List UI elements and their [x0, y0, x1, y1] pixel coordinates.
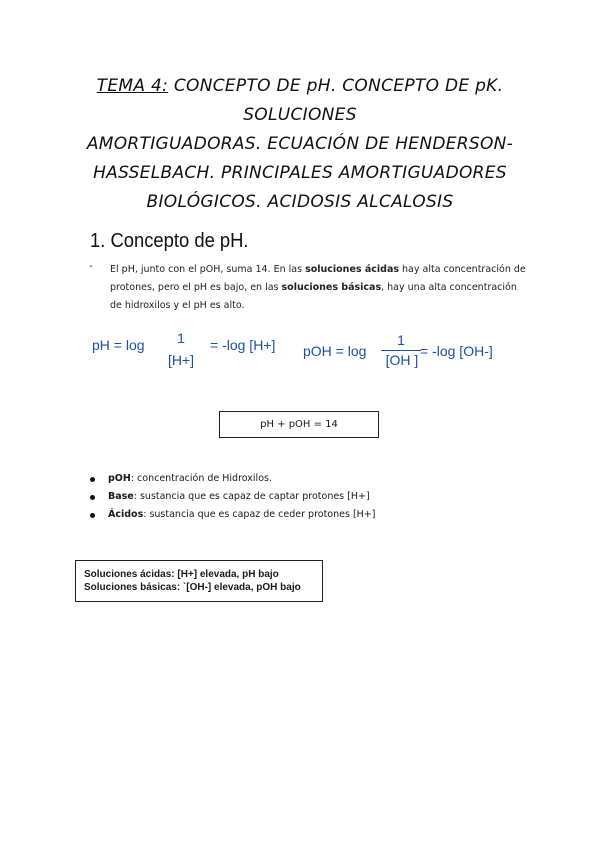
definition-list — [90, 470, 490, 524]
def-acidos: : sustancia que es capaz de ceder protones [H+] — [143, 509, 376, 520]
poh-fraction-bar — [381, 350, 421, 351]
bullet-dash: - — [89, 261, 93, 272]
ph-formula-numerator: 1 — [177, 330, 185, 346]
bullet-dot — [90, 513, 95, 518]
def-poh: : concentración de Hidroxilos. — [130, 473, 272, 484]
para-part-e: , hay una alta concentración de hidroxilos y el pH es alto. — [110, 282, 517, 311]
term-base: Base — [108, 491, 134, 502]
list-item — [90, 470, 490, 488]
summary-line-2: Soluciones básicas: `[OH-] elevada, pOH bajo — [84, 582, 301, 593]
term-acidos: Ácidos — [108, 509, 144, 520]
poh-formula-denominator: [OH ] — [385, 352, 419, 368]
intro-paragraph — [110, 261, 530, 315]
title-line-2: AMORTIGUADORAS. ECUACIÓN DE HENDERSON- — [86, 134, 514, 154]
section-heading: 1. Concepto de pH. — [90, 230, 249, 252]
ph-formula-denominator: [H+] — [167, 352, 195, 368]
document-title — [40, 72, 560, 217]
para-part-a: El pH, junto con el pOH, suma 14. En las — [110, 264, 306, 275]
title-tag: TEMA 4: — [96, 76, 169, 96]
ph-formula-right: = -log [H+] — [210, 337, 276, 353]
list-item — [90, 506, 490, 524]
title-line-1 — [40, 72, 560, 130]
poh-formula-right: = -log [OH-] — [420, 343, 493, 359]
bullet-dot — [90, 477, 95, 482]
def-base: : sustancia que es capaz de captar protones [H+] — [133, 491, 370, 502]
title-line-1-text: CONCEPTO DE pH. CONCEPTO DE pK. SOLUCIONES — [173, 76, 504, 125]
para-part-c: hay alta concentración de protones, pero el pH es bajo, en las — [110, 264, 526, 293]
summary-line-1: Soluciones ácidas: [H+] elevada, pH bajo — [84, 569, 279, 580]
poh-formula-numerator: 1 — [397, 332, 405, 348]
title-line-3: HASSELBACH. PRINCIPALES AMORTIGUADORES — [93, 163, 507, 183]
bullet-dot — [90, 495, 95, 500]
para-basic-term: soluciones básicas — [281, 282, 382, 293]
summary-box — [75, 560, 323, 602]
title-line-4: BIOLÓGICOS. ACIDOSIS ALCALOSIS — [146, 192, 454, 212]
poh-formula-left: pOH = log — [303, 343, 367, 359]
ph-formula-left: pH = log — [92, 337, 145, 353]
ph-sum-box: pH + pOH = 14 — [219, 411, 379, 438]
list-item — [90, 488, 490, 506]
para-acid-term: soluciones ácidas — [305, 264, 400, 275]
term-poh: pOH — [108, 473, 131, 484]
